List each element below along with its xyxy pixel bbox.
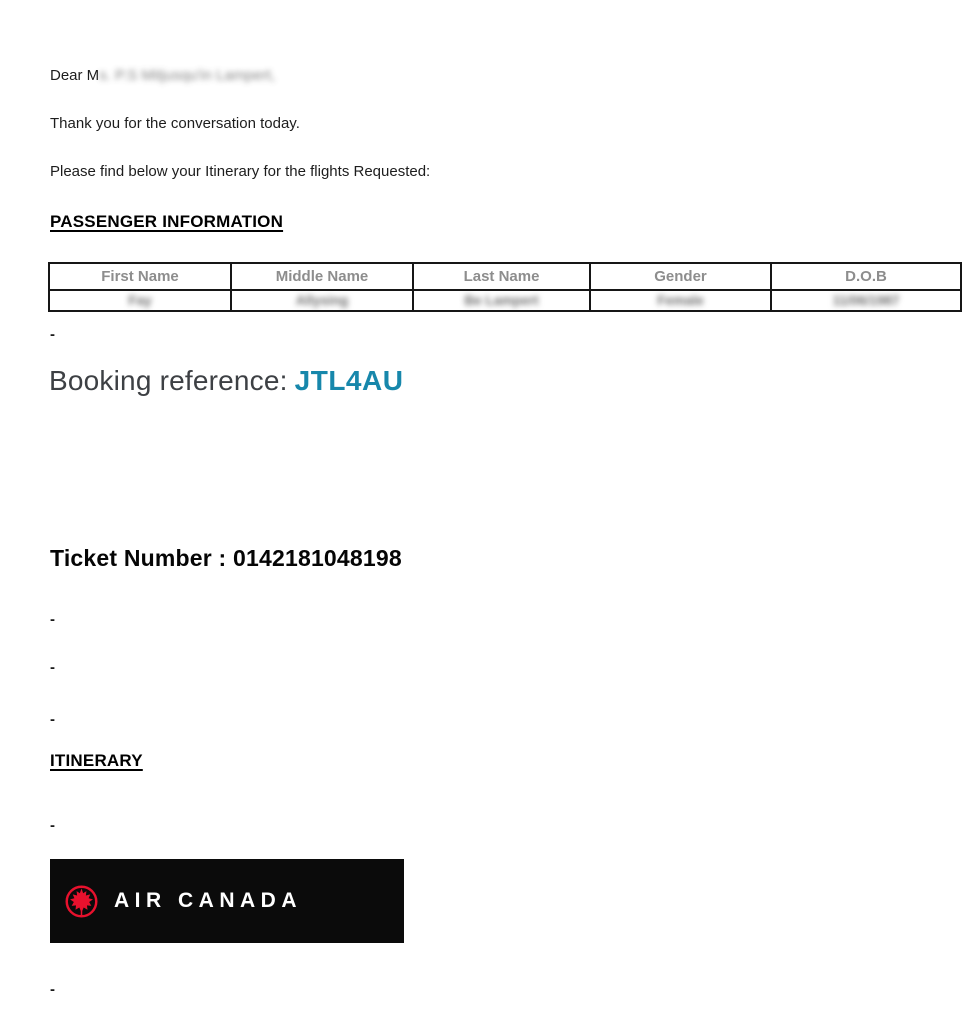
redacted-cell-middle-name: Allysing bbox=[231, 290, 413, 311]
redacted-cell-last-name: Be Lampert bbox=[413, 290, 590, 311]
booking-reference-line bbox=[49, 365, 403, 397]
passenger-information-heading: PASSENGER INFORMATION bbox=[50, 212, 284, 231]
separator-dash: - bbox=[50, 981, 55, 998]
col-header-gender: Gender bbox=[590, 263, 771, 290]
redacted-cell-gender: Female bbox=[590, 290, 771, 311]
booking-reference-label: Booking reference: bbox=[49, 365, 288, 396]
itinerary-heading: ITINERARY bbox=[50, 751, 143, 770]
greeting-line bbox=[50, 66, 275, 86]
col-header-dob: D.O.B bbox=[771, 263, 961, 290]
separator-dash: - bbox=[50, 711, 55, 728]
passenger-table-header-row bbox=[49, 263, 961, 290]
intro-line: Please find below your Itinerary for the flights Requested: bbox=[50, 163, 431, 180]
thanks-line: Thank you for the conversation today. bbox=[50, 115, 300, 132]
maple-leaf-roundel-icon bbox=[64, 884, 99, 919]
greeting-prefix: Dear M bbox=[50, 67, 100, 84]
ticket-number-line: Ticket Number : 0142181048198 bbox=[50, 545, 402, 571]
redacted-cell-dob: 11/06/1987 bbox=[771, 290, 961, 311]
air-canada-wordmark: AIR CANADA bbox=[114, 889, 302, 912]
passenger-table bbox=[48, 262, 962, 312]
col-header-first-name: First Name bbox=[49, 263, 231, 290]
air-canada-logo bbox=[50, 859, 404, 943]
separator-dash: - bbox=[50, 611, 55, 628]
redacted-cell-first-name: Fay bbox=[49, 290, 231, 311]
redacted-recipient-name: s. P.S Mitjusqu'in Lampert, bbox=[99, 67, 276, 84]
separator-dash: - bbox=[50, 326, 55, 343]
col-header-last-name: Last Name bbox=[413, 263, 590, 290]
col-header-middle-name: Middle Name bbox=[231, 263, 413, 290]
passenger-table-data-row bbox=[49, 290, 961, 311]
separator-dash: - bbox=[50, 817, 55, 834]
booking-reference-value: JTL4AU bbox=[294, 365, 404, 396]
separator-dash: - bbox=[50, 659, 55, 676]
